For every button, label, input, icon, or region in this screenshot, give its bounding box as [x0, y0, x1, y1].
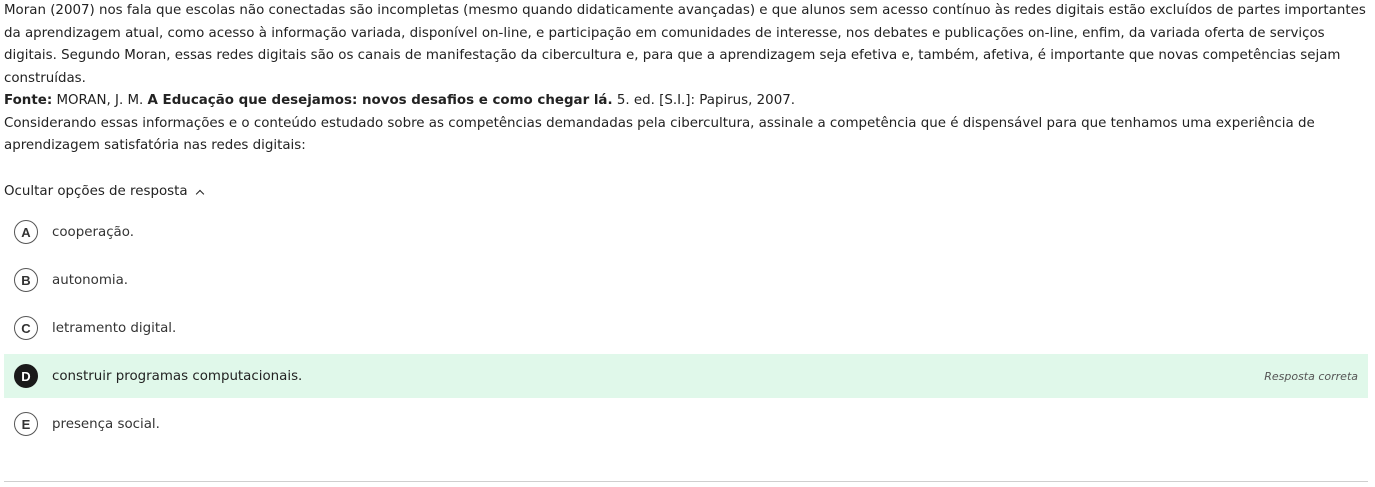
source-details: 5. ed. [S.I.]: Papirus, 2007. [612, 93, 795, 108]
question-text [4, 0, 1366, 158]
option-letter-badge: C [14, 316, 38, 340]
question-source [4, 90, 1366, 113]
correct-answer-label: Resposta correta [1264, 369, 1358, 383]
option-c[interactable] [4, 306, 1368, 350]
source-title: A Educação que desejamos: novos desafios e como chegar lá. [147, 93, 613, 108]
source-label: Fonte: [4, 93, 53, 108]
option-letter-badge: E [14, 412, 38, 436]
hide-options-toggle[interactable] [4, 181, 203, 203]
option-text: letramento digital. [52, 320, 177, 336]
answer-options [4, 210, 1368, 450]
option-text: presença social. [52, 416, 160, 432]
option-letter-badge: B [14, 268, 38, 292]
option-b[interactable] [4, 258, 1368, 302]
option-text: cooperação. [52, 224, 134, 240]
option-a[interactable] [4, 210, 1368, 254]
question-paragraph-1: Moran (2007) nos fala que escolas não conectadas são incompletas (mesmo quando didaticamente avançadas) e que alunos sem acesso contínuo às redes digitais estão excluídos de partes importantes da aprendizagem atual, como acesso à informação variada, disponível on-line, e participação em comunidades de interesse, nos debates e publicações on-line, enfim, da variada oferta de serviços digitais. Segundo Moran, essas redes digitais são os canais de manifestação da cibercultura e, para que a aprendizagem seja efetiva e, também, afetiva, é importante que novas competências sejam construídas. [4, 3, 1366, 86]
option-text: construir programas computacionais. [52, 368, 303, 384]
chevron-up-icon [195, 190, 203, 198]
option-d[interactable] [4, 354, 1368, 398]
option-e[interactable] [4, 402, 1368, 446]
source-author: MORAN, J. M. [52, 93, 148, 108]
question-paragraph-2: Considerando essas informações e o conteúdo estudado sobre as competências demandadas pela cibercultura, assinale a competência que é dispensável para que tenhamos uma experiência de aprendizagem satisfatória nas redes digitais: [4, 115, 1315, 153]
option-text: autonomia. [52, 272, 129, 288]
option-letter-badge: D [14, 364, 38, 388]
bottom-divider [4, 481, 1368, 482]
option-letter-badge: A [14, 220, 38, 244]
hide-options-label: Ocultar opções de resposta [4, 184, 188, 199]
